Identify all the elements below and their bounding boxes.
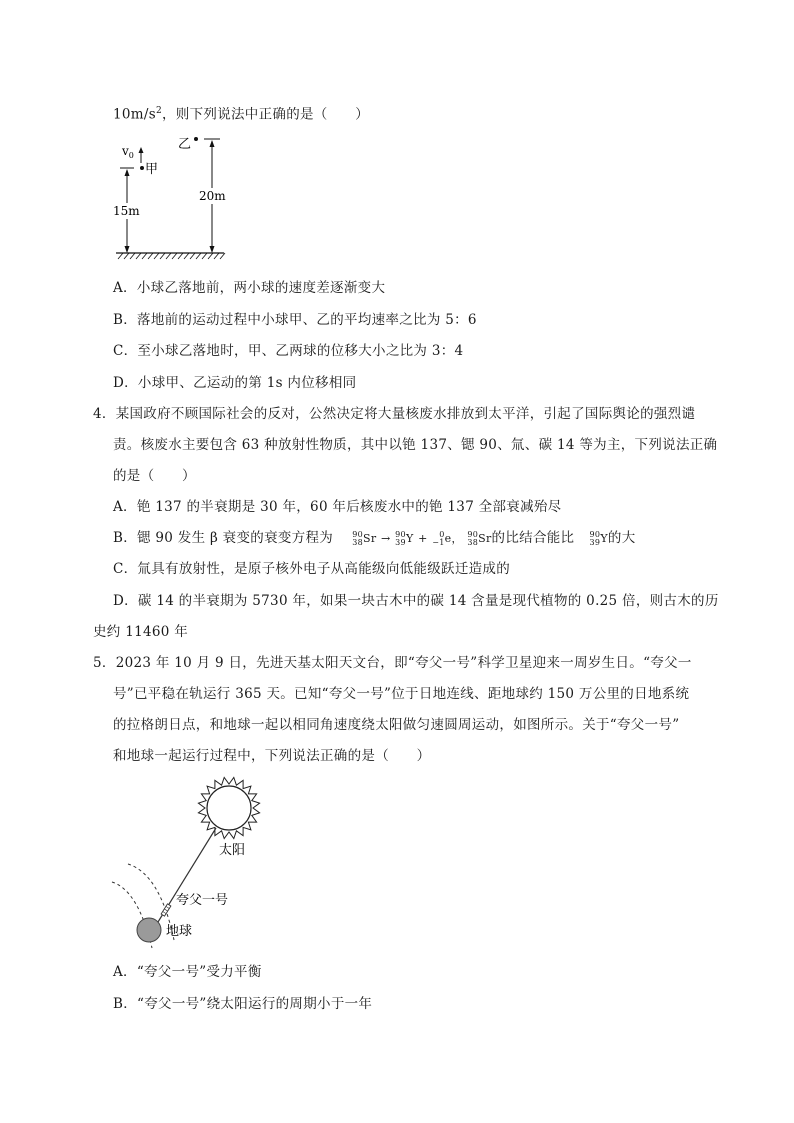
dimension-15m-label: 15m xyxy=(113,204,140,218)
q4-option-c: C．氚具有放射性，是原子核外电子从高能级向低能级跃迁造成的 xyxy=(113,561,511,577)
ball-yi-label: 乙 xyxy=(178,137,192,152)
earth-circle xyxy=(137,918,161,942)
q5-stem-line-3: 的拉格朗日点，和地球一起以相同角速度绕太阳做匀速圆周运动，如图所示。关于“夸父一号” xyxy=(113,717,680,733)
q3-option-b: B．落地前的运动过程中小球甲、乙的平均速率之比为 5：6 xyxy=(113,312,477,328)
ball-yi xyxy=(194,137,198,141)
q3-option-d: D．小球甲、乙运动的第 1s 内位移相同 xyxy=(113,375,357,391)
q4-option-d-line-2: 史约 11460 年 xyxy=(93,624,189,640)
q4-option-b: B．锶 90 发生 β 衰变的衰变方程为 90 38Sr → 90 39Y + 0 −1e， 90 38Sr的比结合能比 90 39Y的大 xyxy=(113,529,636,547)
q4-option-a: A．铯 137 的半衰期是 30 年，60 年后核废水中的铯 137 全部衰减殆尽 xyxy=(113,499,562,515)
sun-earth-satellite-figure xyxy=(108,770,288,950)
dimension-20m-label: 20m xyxy=(199,189,226,203)
velocity-arrowhead xyxy=(139,147,144,153)
earth-label: 地球 xyxy=(166,924,193,939)
ball-jia xyxy=(140,166,144,170)
y2-nuclide-numbers: 90 39 xyxy=(589,529,601,547)
question-3-stem-tail: $10m/s^2$，则下列说法中正确的是（ ） xyxy=(113,106,369,123)
electron-numbers: 0 −1 xyxy=(432,529,445,547)
ball-jia-label: 甲 xyxy=(145,162,159,177)
dimension-15m-arrow-bottom xyxy=(125,246,130,253)
sr2-nuclide-numbers: 90 38 xyxy=(467,529,479,547)
sun-label: 太阳 xyxy=(219,843,246,858)
dimension-20m-arrow-bottom xyxy=(210,246,215,253)
satellite-icon xyxy=(161,904,171,916)
q4-stem-line-1: 4．某国政府不顾国际社会的反对，公然决定将大量核废水排放到太平洋，引起了国际舆论的强烈谴 xyxy=(93,406,696,422)
q5-stem-line-2: 号”已平稳在轨运行 365 天。已知“夸父一号”位于日地连线、距地球约 150 万公里的日地系统 xyxy=(113,686,690,702)
q5-stem-line-4: 和地球一起运行过程中，下列说法正确的是（ ） xyxy=(113,748,431,764)
falling-balls-figure xyxy=(108,128,238,263)
y-nuclide-numbers: 90 39 xyxy=(395,529,406,547)
q4-option-d-line-1: D．碳 14 的半衰期为 5730 年，如果一块古木中的碳 14 含量是现代植物的 0.25 倍，则古木的历 xyxy=(113,593,719,609)
q4-stem-line-3: 的是（ ） xyxy=(113,468,196,484)
sun-circle xyxy=(207,786,251,830)
satellite-label: 夸父一号 xyxy=(176,893,229,908)
q3-option-c: C．至小球乙落地时，甲、乙两球的位移大小之比为 3：4 xyxy=(113,343,464,359)
v0-label: $v_0$ xyxy=(122,144,134,160)
q5-option-b: B．“夸父一号”绕太阳运行的周期小于一年 xyxy=(113,996,373,1012)
q4-stem-line-2: 责。核废水主要包含 63 种放射性物质，其中以铯 137、锶 90、氚、碳 14 等为主，下列说法正确 xyxy=(113,437,718,453)
ground-hatching xyxy=(118,253,225,259)
q3-option-a: A．小球乙落地前，两小球的速度差逐渐变大 xyxy=(113,280,386,296)
sr-nuclide-numbers: 90 38 xyxy=(352,529,364,547)
q5-option-a: A．“夸父一号”受力平衡 xyxy=(113,964,262,980)
dimension-15m-arrow-top xyxy=(125,169,130,176)
dimension-20m-arrow-top xyxy=(210,140,215,147)
q5-stem-line-1: 5．2023 年 10 月 9 日，先进天基太阳天文台，即“夸父一号”科学卫星迎来一周岁生日。“夸父一 xyxy=(93,655,692,671)
